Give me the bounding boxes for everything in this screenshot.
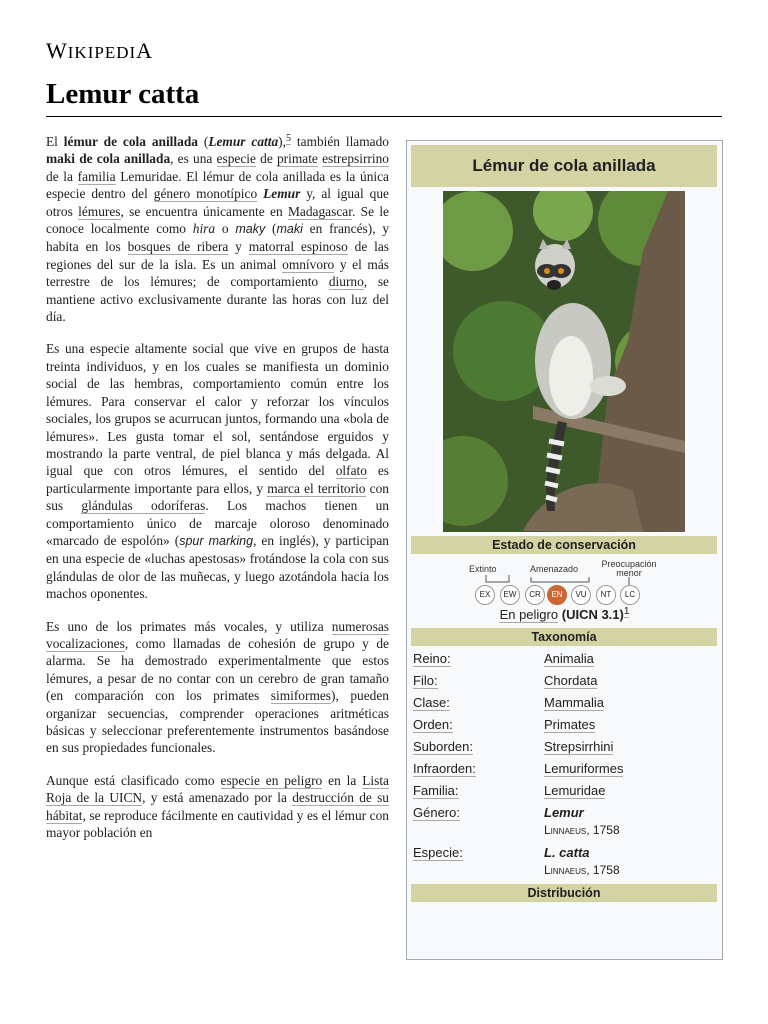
- link-simiformes[interactable]: simiformes: [270, 688, 332, 704]
- taxonomy-value-link[interactable]: Primates: [544, 717, 596, 732]
- link-lemures[interactable]: lémures: [78, 203, 121, 219]
- status-reference[interactable]: 1: [623, 605, 630, 617]
- taxonomy-header: Taxonomía: [411, 628, 717, 646]
- link-glandulas-odoriferas[interactable]: glándulas odoríferas: [81, 498, 206, 514]
- taxonomy-value-link[interactable]: Strepsirrhini: [544, 739, 614, 754]
- taxonomy-value-link[interactable]: Lemuridae: [544, 783, 606, 798]
- taxonomy-authority: [544, 823, 620, 837]
- status-link[interactable]: En peligro: [499, 607, 559, 622]
- link-diurno[interactable]: diurno: [328, 274, 364, 290]
- taxonomy-rank-genero[interactable]: [413, 805, 460, 820]
- taxonomy-rank-link[interactable]: Familia:: [413, 783, 459, 798]
- taxonomy-rank-link[interactable]: Suborden:: [413, 739, 473, 754]
- infobox: [406, 140, 723, 960]
- taxonomy-value-especie[interactable]: [544, 845, 590, 860]
- link-matorral-espinoso[interactable]: matorral espinoso: [248, 239, 348, 255]
- taxonomy-rank-link[interactable]: Orden:: [413, 717, 453, 732]
- status-source: (UICN 3.1): [561, 607, 624, 622]
- taxonomy-rank-suborden[interactable]: [413, 739, 473, 754]
- paragraph-conservation: Aunque está clasificado como especie en peligro en la Lista Roja de la UICN, y está amenazado por la destrucción de su hábitat, se reproduce fácilmente en cautividad y es el lémur con mayor población en: [46, 772, 389, 841]
- authority-year: , 1758: [586, 863, 620, 877]
- taxonomy-value-clase[interactable]: [544, 695, 604, 710]
- taxonomy-rank-familia[interactable]: [413, 783, 459, 798]
- taxonomy-rank-link[interactable]: Infraorden:: [413, 761, 476, 776]
- paragraph-vocal: Es uno de los primates más vocales, y utiliza numerosas vocalizaciones, como llamadas de cohesión de grupo y de alarma. Se ha demostrado experimentalmente que estos lémures, a pesar de no contar con un cerebro de gran tamaño (en comparación con los primates simiformes), pueden organizar secuencias, comprender operaciones aritméticas básicas y seleccionar preferentemente instrumentos basándose en sus propiedades funcionales.: [46, 618, 389, 756]
- taxonomy-rank-link[interactable]: Reino:: [413, 651, 451, 666]
- taxonomy-rank-reino[interactable]: [413, 651, 451, 666]
- conservation-cr-bubble[interactable]: CR: [525, 585, 545, 605]
- taxonomy-value-link[interactable]: Mammalia: [544, 695, 604, 710]
- article-body: [46, 133, 389, 856]
- taxonomy-rank-orden[interactable]: [413, 717, 453, 732]
- taxonomy-value-familia[interactable]: [544, 783, 605, 798]
- taxonomy-value-link[interactable]: Chordata: [544, 673, 598, 688]
- scale-label-least-concern: Preocupación menor: [601, 559, 657, 578]
- page-title: Lemur catta: [46, 78, 200, 110]
- scale-label-threatened: Amenazado: [530, 564, 579, 574]
- conservation-lc-bubble[interactable]: LC: [620, 585, 640, 605]
- taxonomy-value-link[interactable]: Lemuriformes: [544, 761, 624, 776]
- logo-letters: IKIPEDI: [67, 43, 137, 62]
- authority-name[interactable]: Linnaeus: [544, 823, 587, 837]
- taxonomy-value-filo[interactable]: [544, 673, 597, 688]
- link-marca-el-territorio[interactable]: marca el territorio: [267, 480, 366, 496]
- title-divider: [46, 116, 722, 117]
- authority-name[interactable]: Linnaeus: [544, 863, 587, 877]
- scale-label-extinct: Extinto: [469, 564, 497, 574]
- taxonomy-value-suborden[interactable]: [544, 739, 613, 754]
- taxonomy-value-reino[interactable]: [544, 651, 594, 666]
- authority-year: , 1758: [586, 823, 620, 837]
- lemur-photo[interactable]: [443, 191, 685, 532]
- link-madagascar[interactable]: Madagascar: [288, 203, 352, 219]
- link-vocalizaciones[interactable]: numerosas vocalizaciones: [46, 618, 389, 651]
- taxonomy-value-infraorden[interactable]: [544, 761, 623, 776]
- link-omnivoro[interactable]: omnívoro: [282, 256, 335, 272]
- paragraph-social: Es una especie altamente social que vive en grupos de hasta treinta individuos, y en los cuales se manifiesta un dominio social de las hembras, comportamiento común entre los lémures. Para conservar el calor y reforzar los vínculos sociales, los grupos se acurrucan juntos, formando una «bola de lémures». Les gusta tomar el sol, sentándose erguidos y mostrando la parte ventral, de piel blanca y más delgada. Al igual que con otros lémures, el sentido del olfato es particularmente importante para ellos, y marca el territorio con sus glándulas odoríferas. Los machos tienen un comportamiento único de marcaje oloroso denominado «marcado de espolón» (spur marking, en inglés), y participan en una especie de «luchas apestosas» frotándose la cola con sus glándulas de olor de las muñecas, y luego azotándola hacia los machos oponentes.: [46, 341, 390, 602]
- alt-name: maki de cola anillada: [46, 151, 171, 167]
- conservation-scale-brackets: [407, 573, 722, 587]
- taxonomy-value-genero[interactable]: [544, 805, 584, 820]
- link-lista-roja[interactable]: Lista Roja de la UICN: [46, 772, 389, 806]
- taxonomy-rank-clase[interactable]: [413, 695, 450, 710]
- taxonomy-rank-link[interactable]: Filo:: [413, 673, 438, 688]
- taxonomy-rank-link[interactable]: Especie:: [413, 845, 463, 860]
- infobox-title: Lémur de cola anillada: [411, 145, 717, 187]
- conservation-nt-bubble[interactable]: NT: [596, 585, 616, 605]
- distribution-header: Distribución: [411, 884, 717, 902]
- link-familia[interactable]: familia: [77, 168, 116, 184]
- link-genero-monotipico[interactable]: género monotípico: [153, 186, 258, 202]
- link-olfato[interactable]: olfato: [335, 463, 367, 479]
- taxonomy-rank-link[interactable]: Clase:: [413, 695, 450, 710]
- link-bosques-de-ribera[interactable]: bosques de ribera: [127, 239, 229, 255]
- reference-link[interactable]: 5: [285, 132, 291, 144]
- logo-letter: A: [136, 38, 154, 63]
- scientific-name: Lemur catta: [208, 134, 279, 149]
- taxonomy-rank-filo[interactable]: [413, 673, 438, 688]
- wikipedia-logo[interactable]: [46, 38, 153, 64]
- lemur-illustration: [443, 191, 685, 532]
- taxonomy-value-link[interactable]: L. catta: [544, 845, 590, 860]
- taxonomy-rank-link[interactable]: Género:: [413, 805, 460, 820]
- conservation-ew-bubble[interactable]: EW: [500, 585, 520, 605]
- conservation-vu-bubble[interactable]: VU: [571, 585, 591, 605]
- conservation-en-bubble[interactable]: EN: [547, 585, 567, 605]
- link-destruccion-habitat[interactable]: destrucción de su hábitat: [46, 790, 389, 823]
- taxonomy-authority: [544, 863, 620, 877]
- conservation-status-text: [407, 607, 722, 622]
- taxonomy-rank-especie[interactable]: [413, 845, 463, 860]
- link-estrepsirrino[interactable]: estrepsirrino: [322, 151, 389, 167]
- conservation-status-header: Estado de conservación: [411, 536, 717, 554]
- genus-name: Lemur: [263, 186, 301, 202]
- conservation-ex-bubble[interactable]: EX: [475, 585, 495, 605]
- taxonomy-value-orden[interactable]: [544, 717, 595, 732]
- link-primate[interactable]: primate: [276, 151, 318, 167]
- taxonomy-value-link[interactable]: Lemur: [544, 805, 584, 820]
- paragraph-intro: El lémur de cola anillada (Lemur catta),$^5$ también llamado maki de cola anillada, es una especie de primate estrepsirrino de la familia Lemuridae. El lémur de cola anillada es la única especie dentro del género monotípico Lemur y, al igual que otros lémures, se encuentra únicamente en Madagascar. Se le conoce localmente como hira o maky (maki en francés), y habita en los bosques de ribera y matorral espinoso de las regiones del sur de la isla. Es un animal omnívoro y el más terrestre de los lémures; de comportamiento diurno, se mantiene activo exclusivamente durante las horas con luz del día.: [46, 132, 390, 325]
- taxonomy-value-link[interactable]: Animalia: [544, 651, 594, 666]
- link-especie[interactable]: especie: [216, 151, 256, 167]
- common-name: lémur de cola anillada: [63, 134, 198, 149]
- logo-letter: W: [46, 38, 68, 63]
- link-especie-en-peligro[interactable]: especie en peligro: [220, 772, 323, 788]
- taxonomy-rank-infraorden[interactable]: [413, 761, 476, 776]
